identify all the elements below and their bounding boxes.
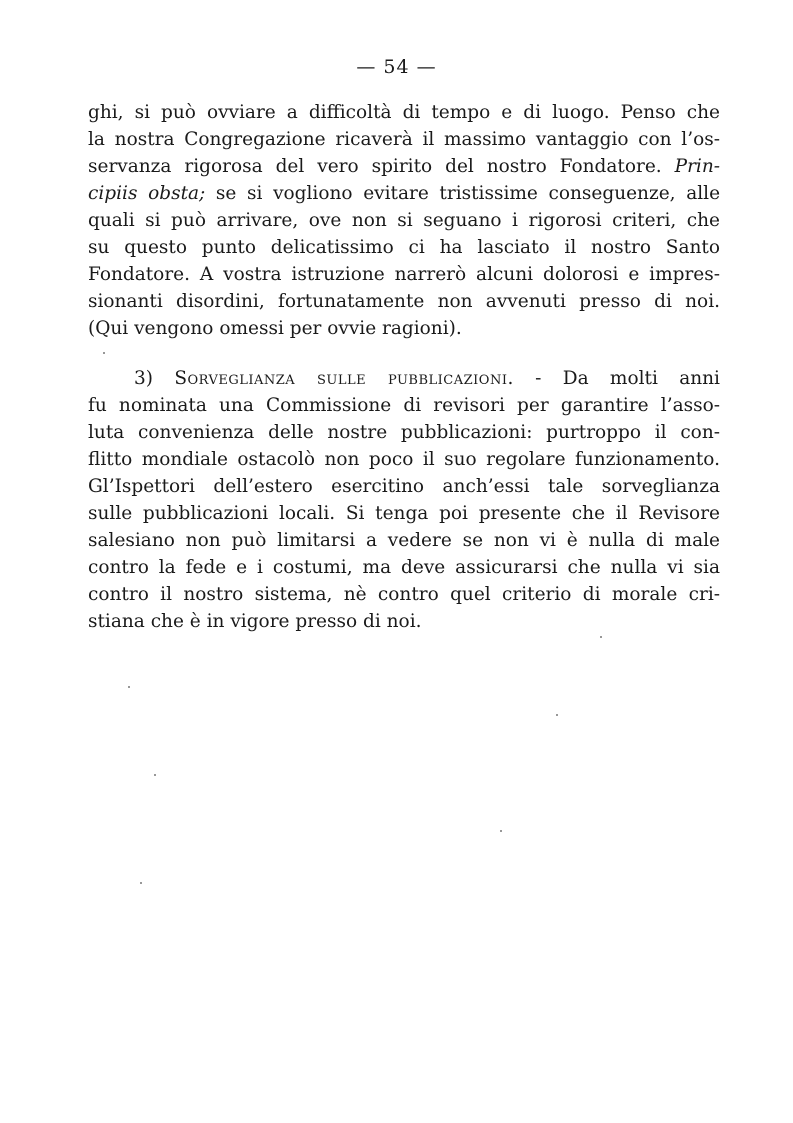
scan-speck	[556, 714, 558, 716]
text-segment: - Da molti anni	[513, 368, 720, 389]
text-line	[88, 365, 720, 392]
paragraph-sorveglianza	[88, 365, 720, 635]
text-line: contro il nostro sistema, nè contro quel criterio di morale cri-	[88, 584, 720, 605]
section-number: 3)	[134, 368, 153, 389]
text-line: contro la fede e i costumi, ma deve assicurarsi che nulla vi sia	[88, 557, 720, 578]
text-line: (Qui vengono omessi per ovvie ragioni).	[88, 318, 462, 339]
scan-speck	[103, 352, 105, 354]
text-line: salesiano non può limitarsi a vedere se non vi è nulla di male	[88, 530, 720, 551]
text-segment: se si vogliono evitare tristissime conseguenze, alle	[205, 183, 721, 204]
text-line	[88, 153, 720, 180]
text-line: sionanti disordini, fortunatamente non avvenuti presso di noi.	[88, 291, 720, 312]
scan-speck	[600, 636, 602, 638]
scan-speck	[140, 882, 142, 884]
scan-speck	[128, 686, 130, 688]
text-line: stiana che è in vigore presso di noi.	[88, 611, 422, 632]
text-line: su questo punto delicatissimo ci ha lasciato il nostro Santo	[88, 237, 720, 258]
text-line: ghi, si può ovviare a difficoltà di tempo e di luogo. Penso che	[88, 102, 720, 123]
text-line: quali si può arrivare, ove non si seguano i rigorosi criteri, che	[88, 210, 720, 231]
italic-text: Prin-	[674, 156, 720, 177]
text-line: luta convenienza delle nostre pubblicazioni: purtroppo il con-	[88, 422, 720, 443]
text-segment: servanza rigorosa del vero spirito del nostro Fondatore.	[88, 156, 662, 177]
text-line: Gl’Ispettori dell’estero esercitino anch’essi tale sorveglianza	[88, 476, 720, 497]
text-line: la nostra Congregazione ricaverà il massimo vantaggio con l’os-	[88, 129, 720, 150]
italic-text: cipiis obsta;	[88, 183, 206, 204]
text-line: fu nominata una Commissione di revisori per garantire l’asso-	[88, 395, 720, 416]
scan-speck	[154, 774, 156, 776]
page-number: — 54 —	[356, 56, 437, 78]
text-line: Fondatore. A vostra istruzione narrerò alcuni dolorosi e impres-	[88, 264, 720, 285]
scan-speck	[500, 830, 502, 832]
text-line: flitto mondiale ostacolò non poco il suo regolare funzionamento.	[88, 449, 720, 470]
text-line: sulle pubblicazioni locali. Si tenga poi presente che il Revisore	[88, 503, 720, 524]
section-heading: Sorveglianza sulle pubblicazioni.	[174, 368, 514, 389]
paragraph-congregazione	[88, 99, 720, 342]
text-line	[88, 180, 720, 207]
